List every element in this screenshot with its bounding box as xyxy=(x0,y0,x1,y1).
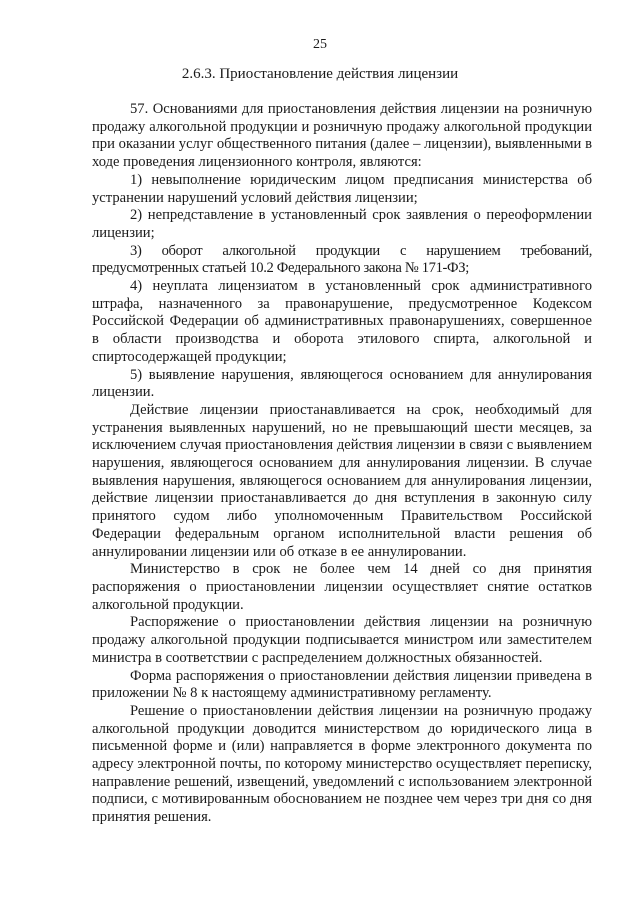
page-number: 25 xyxy=(313,37,327,52)
paragraph-decision-notice: Решение о приостановлении действия лицензии на розничную продажу алкогольной продукции доводится министерством до юридического лица в письменной форме и (или) направляется в форме электронного документа по адресу электронной почты, по которому министерство осуществляет переписку, направление решений, извещений, уведомлений с использованием электронной подписи, с мотивированным обоснованием не позднее чем через три дня со дня принятия решения. xyxy=(92,702,592,826)
list-item-3: 3) оборот алкогольной продукции с нарушением требований, предусмотренных статьей 10.2 Федерального закона № 171-ФЗ; xyxy=(92,242,592,277)
paragraph-order-signing: Распоряжение о приостановлении действия лицензии на розничную продажу алкогольной продукции подписывается министром или заместителем министра в соответствии с распределением должностных обязанностей. xyxy=(92,614,592,666)
list-item-1: 1) невыполнение юридическим лицом предписания министерства об устранении нарушений условий действия лицензии; xyxy=(92,171,592,206)
section-title: 2.6.3. Приостановление действия лицензии xyxy=(181,66,459,82)
paragraph-order-form: Форма распоряжения о приостановлении действия лицензии приведена в приложении № 8 к настоящему административному регламенту. xyxy=(92,667,592,702)
list-item-4: 4) неуплата лицензиатом в установленный срок административного штрафа, назначенного за правонарушение, предусмотренное Кодексом Российской Федерации об административных правонарушениях, совершенное в области производства и оборота этилового спирта, алкогольной и спиртосодержащей продукции; xyxy=(92,278,592,365)
list-item-2: 2) непредставление в установленный срок заявления о переоформлении лицензии; xyxy=(92,207,592,241)
document-body xyxy=(92,101,592,827)
list-item-5: 5) выявление нарушения, являющегося основанием для аннулирования лицензии. xyxy=(92,366,592,401)
paragraph-stock-removal: Министерство в срок не более чем 14 дней со дня принятия распоряжения о приостановлении лицензии осуществляет снятие остатков алкогольной продукции. xyxy=(92,561,592,613)
paragraph-suspension-term: Действие лицензии приостанавливается на срок, необходимый для устранения выявленных нарушений, но не превышающий шести месяцев, за исключением случая приостановления действия лицензии в связи с выявлением нарушения, являющегося основанием для аннулирования лицензии. В случае выявления нарушения, являющегося основанием для аннулирования лицензии, действие лицензии приостанавливается до дня вступления в законную силу принятого судом либо уполномоченным Правительством Российской Федерации федеральным органом исполнительной власти решения об аннулировании лицензии или об отказе в ее аннулировании. xyxy=(92,401,592,560)
paragraph-57-intro: 57. Основаниями для приостановления действия лицензии на розничную продажу алкогольной продукции и розничную продажу алкогольной продукции при оказании услуг общественного питания (далее – лицензии), выявленными в ходе проведения лицензионного контроля, являются: xyxy=(92,101,592,171)
